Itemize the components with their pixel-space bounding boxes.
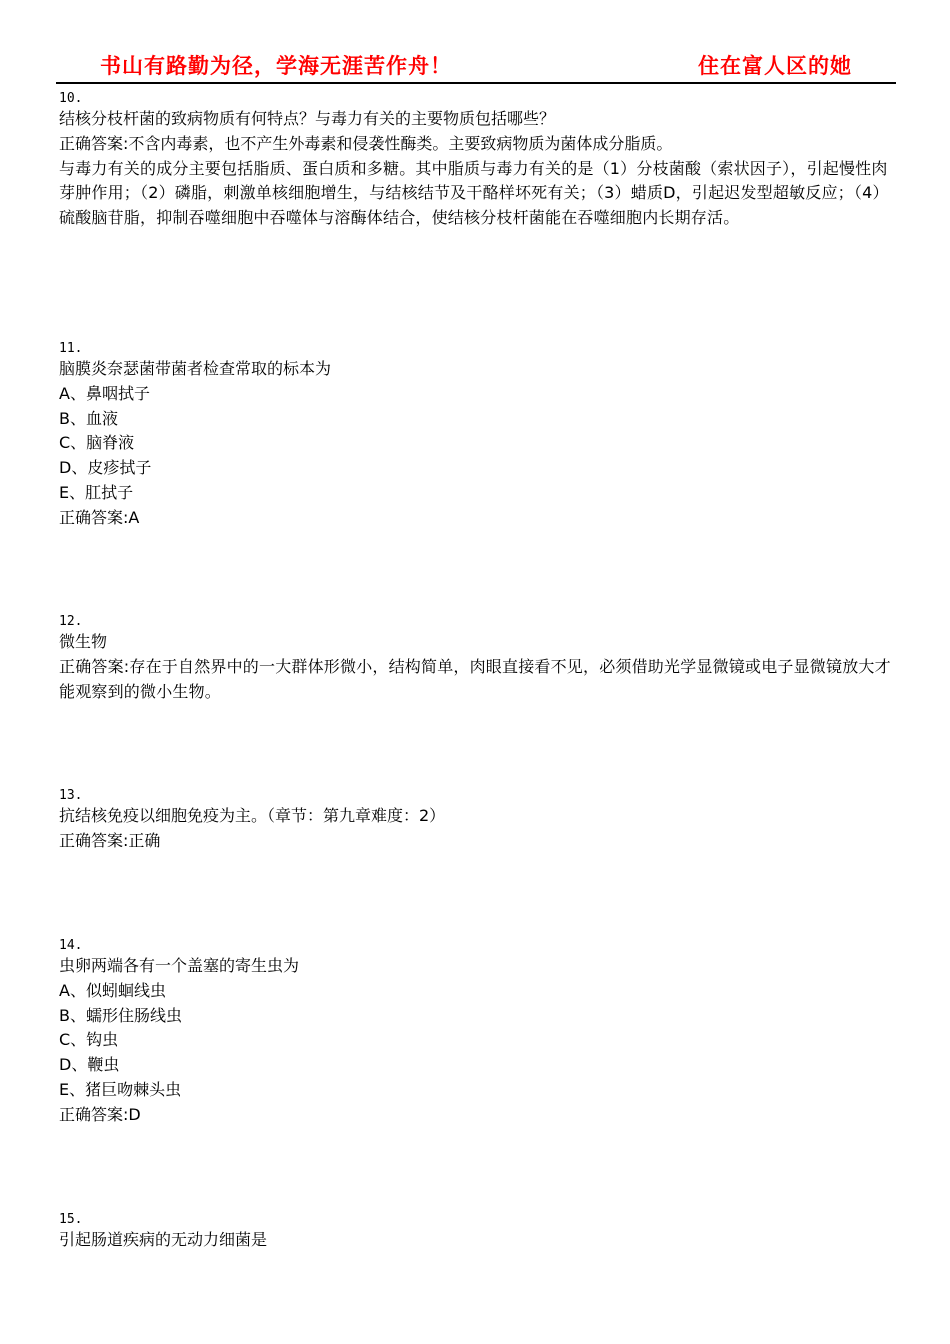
question-10 xyxy=(59,90,895,231)
question-12 xyxy=(59,613,895,704)
option-a: A、似蚓蛔线虫 xyxy=(59,980,166,1000)
answer-text: 正确答案:D xyxy=(59,1104,141,1124)
answer-text: 正确答案:不含内毒素，也不产生外毒素和侵袭性酶类。主要致病物质为菌体成分脂质。 xyxy=(59,133,673,153)
question-stem: 虫卵两端各有一个盖塞的寄生虫为 xyxy=(59,956,300,975)
question-number: 15. xyxy=(59,1212,83,1227)
option-c: C、脑脊液 xyxy=(59,433,135,453)
option-b: B、蠕形住肠线虫 xyxy=(59,1005,182,1025)
header-motto-right: 住在富人区的她 xyxy=(698,54,852,78)
question-number: 12. xyxy=(59,614,83,629)
answer-text: 正确答案:存在于自然界中的一大群体形微小，结构简单，肉眼直接看不见，必须借助光学显微镜或电子显微镜放大才能观察到的微小生物。 xyxy=(59,656,891,701)
question-stem: 抗结核免疫以细胞免疫为主。（章节：第九章难度：2） xyxy=(59,806,446,825)
option-e: E、猪巨吻棘头虫 xyxy=(59,1079,182,1099)
question-11 xyxy=(59,340,895,531)
option-b: B、血液 xyxy=(59,408,118,428)
option-e: E、肛拭子 xyxy=(59,482,134,502)
option-d: D、鞭虫 xyxy=(59,1055,120,1075)
question-14 xyxy=(59,937,895,1128)
page-header xyxy=(56,48,896,84)
question-stem: 引起肠道疾病的无动力细菌是 xyxy=(59,1230,268,1249)
question-number: 10. xyxy=(59,91,83,106)
option-c: C、钩虫 xyxy=(59,1030,119,1050)
answer-text: 正确答案:正确 xyxy=(59,830,161,850)
question-number: 11. xyxy=(59,341,83,356)
option-d: D、皮疹拭子 xyxy=(59,458,152,478)
question-stem: 结核分枝杆菌的致病物质有何特点？与毒力有关的主要物质包括哪些？ xyxy=(59,109,556,128)
answer-text: 正确答案:A xyxy=(59,507,140,527)
question-number: 13. xyxy=(59,788,83,803)
option-a: A、鼻咽拭子 xyxy=(59,383,150,403)
question-number: 14. xyxy=(59,938,83,953)
question-15 xyxy=(59,1211,895,1253)
question-stem: 微生物 xyxy=(59,632,108,651)
question-13 xyxy=(59,787,895,854)
answer-explanation: 与毒力有关的成分主要包括脂质、蛋白质和多糖。其中脂质与毒力有关的是（1）分枝菌酸（索状因子），引起慢性肉芽肿作用；（2）磷脂，刺激单核细胞增生，与结核结节及干酪样坏死有关；（3）蜡质D，引起迟发型超敏反应；（4）硫酸脑苷脂，抑制吞噬细胞中吞噬体与溶酶体结合，使结核分枝杆菌能在吞噬细胞内长期存活。 xyxy=(59,158,889,228)
header-motto-left: 书山有路勤为径，学海无涯苦作舟！ xyxy=(100,54,452,78)
question-stem: 脑膜炎奈瑟菌带菌者检查常取的标本为 xyxy=(59,359,332,378)
